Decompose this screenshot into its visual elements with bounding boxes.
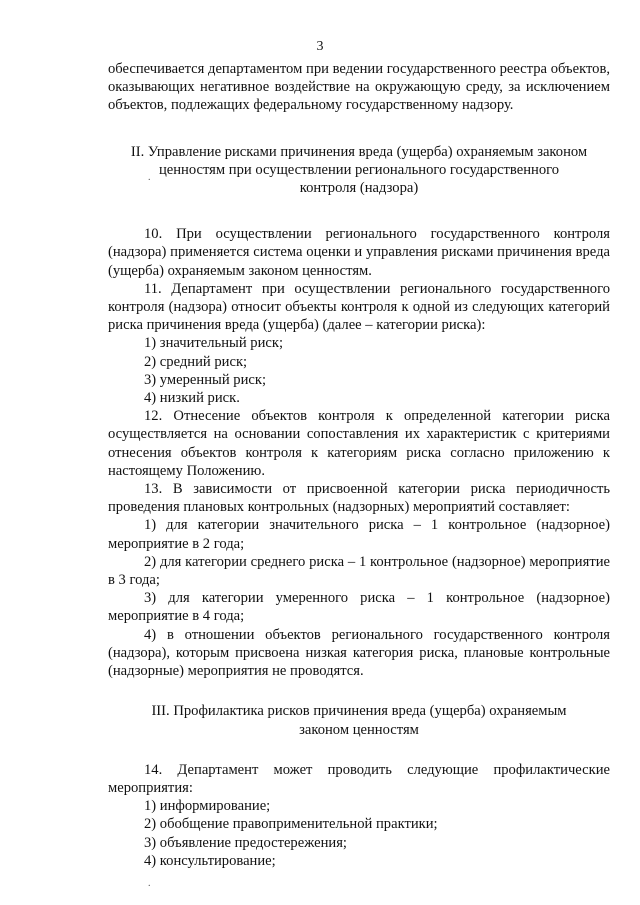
paragraph-14: 14. Департамент может проводить следующие профилактические мероприятия: — [108, 761, 610, 796]
scan-mark: . — [148, 172, 151, 183]
section-2-heading-line-3: контроля (надзора) — [299, 180, 419, 197]
paragraph-12: 12. Отнесение объектов контроля к определенной категории риска осуществляется на основании сопоставления их характеристик с критериями отнесения объектов контроля к категориям риска согласно приложению к настоящему Положению. — [108, 408, 610, 479]
section-3-heading-line-1: III. Профилактика рисков причинения вреда (ущерба) охраняемым — [151, 703, 567, 720]
risk-category-item: 4) низкий риск. — [144, 390, 240, 407]
prevention-measure-item: 3) объявление предостережения; — [144, 834, 347, 851]
scan-mark: . — [148, 878, 151, 889]
section-2-heading-line-2: ценностям при осуществлении регионального государственного — [158, 161, 560, 178]
risk-category-item: 1) значительный риск; — [144, 335, 284, 352]
intro-paragraph: обеспечивается департаментом при ведении государственного реестра объектов, оказывающих негативное воздействие на окружающую среду, за исключением объектов, подлежащих федеральному государственному надзору. — [108, 61, 610, 114]
prevention-measure-item: 2) обобщение правоприменительной практики; — [144, 816, 438, 833]
prevention-measure-item: 1) информирование; — [144, 798, 271, 815]
spacer — [108, 115, 610, 143]
page-number: 3 — [316, 39, 324, 54]
risk-category-item: 3) умеренный риск; — [144, 371, 267, 388]
paragraph-13-item-4: 4) в отношении объектов регионального государственного контроля (надзора), которым присвоена низкая категория риска, плановые контрольные (надзорные) мероприятия не проводятся. — [108, 626, 610, 680]
paragraph-10: 10. При осуществлении регионального государственного контроля (надзора) применяется система оценки и управления рисками причинения вреда (ущерба) охраняемым законом ценностям. — [108, 226, 610, 279]
section-3-heading — [108, 702, 610, 738]
section-3-heading-line-2: законом ценностям — [299, 721, 419, 738]
spacer — [108, 197, 610, 225]
paragraph-13: 13. В зависимости от присвоенной категории риска периодичность проведения плановых контрольных (надзорных) мероприятий составляет: — [108, 481, 610, 516]
paragraph-13-item-3: 3) для категории умеренного риска – 1 контрольное (надзорное) мероприятие в 4 года; — [108, 590, 610, 625]
document-body — [108, 60, 610, 870]
prevention-measure-item: 4) консультирование; — [144, 852, 276, 869]
section-2-heading-line-1: II. Управление рисками причинения вреда (ущерба) охраняемым законом — [130, 143, 588, 160]
spacer — [108, 739, 610, 761]
risk-category-item: 2) средний риск; — [144, 353, 248, 370]
paragraph-11: 11. Департамент при осуществлении регионального государственного контроля (надзора) относит объекты контроля к одной из следующих категорий риска причинения вреда (ущерба) (далее – категории риска): — [108, 280, 610, 334]
spacer — [108, 680, 610, 702]
section-2-heading — [108, 143, 610, 198]
paragraph-13-item-2: 2) для категории среднего риска – 1 контрольное (надзорное) мероприятие в 3 года; — [108, 553, 610, 589]
paragraph-13-item-1: 1) для категории значительного риска – 1 контрольное (надзорное) мероприятие в 2 года; — [108, 517, 610, 552]
